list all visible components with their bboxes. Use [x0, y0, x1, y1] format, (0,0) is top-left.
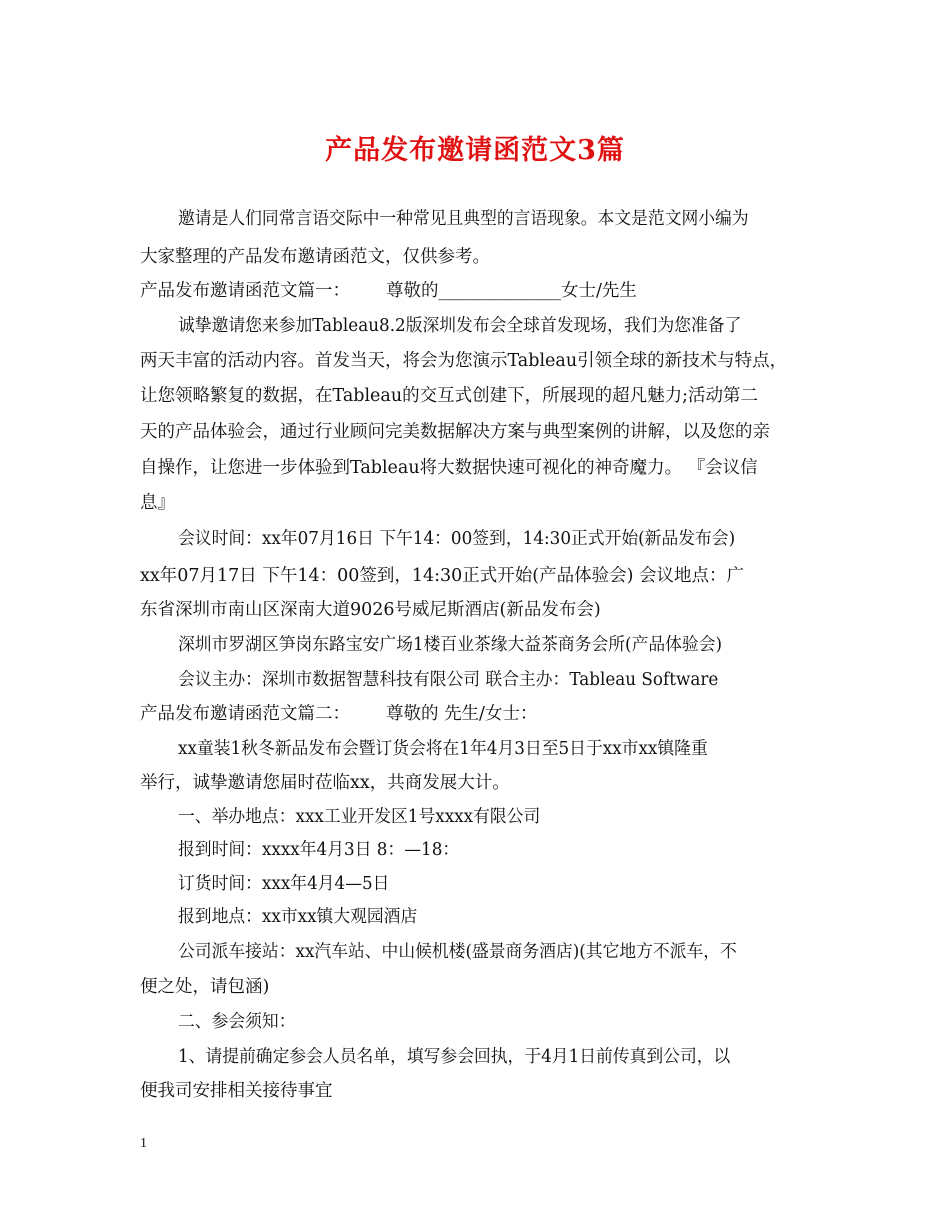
paragraph-line: 一、举办地点：xxx工业开发区1号xxxx有限公司 — [178, 807, 541, 827]
paragraph-line: 邀请是人们同常言语交际中一种常见且典型的言语现象。本文是范文网小编为 — [178, 209, 749, 229]
paragraph-line: xx童装1秋冬新品发布会暨订货会将在1年4月3日至5日于xx市xx镇隆重 — [178, 739, 708, 759]
section-heading: 产品发布邀请函范文篇一： — [140, 281, 350, 301]
paragraph-line: 深圳市罗湖区笋岗东路宝安广场1楼百业茶缘大益茶商务会所(产品体验会) — [178, 635, 723, 655]
paragraph-line: 天的产品体验会，通过行业顾问完美数据解决方案与典型案例的讲解，以及您的亲 — [140, 422, 770, 442]
paragraph-line: 便我司安排相关接待事宜 — [140, 1081, 333, 1101]
paragraph-line: 大家整理的产品发布邀请函范文，仅供参考。 — [140, 247, 490, 267]
paragraph-line: 诚挚邀请您来参加Tableau8.2版深圳发布会全球首发现场，我们为您准备了 — [178, 316, 742, 336]
salutation: 尊敬的______________女士/先生 — [386, 281, 637, 301]
section-heading: 产品发布邀请函范文篇二： — [140, 704, 350, 724]
paragraph-line: 举行，诚挚邀请您届时莅临xx，共商发展大计。 — [140, 773, 510, 793]
paragraph-line: 让您领略繁复的数据，在Tableau的交互式创建下，所展现的超凡魅力;活动第二 — [140, 386, 759, 406]
paragraph-line: xx年07月17日 下午14：00签到，14:30正式开始(产品体验会) 会议地点：广 — [140, 566, 745, 586]
paragraph-line: 东省深圳市南山区深南大道9026号威尼斯酒店(新品发布会) — [140, 600, 601, 620]
salutation: 尊敬的 先生/女士： — [386, 704, 538, 724]
paragraph-line: 会议主办：深圳市数据智慧科技有限公司 联合主办：Tableau Software — [178, 670, 719, 690]
paragraph-line: 便之处，请包涵) — [140, 977, 270, 997]
paragraph-line: 两天丰富的活动内容。首发当天，将会为您演示Tableau引领全球的新技术与特点， — [140, 351, 788, 371]
page-title: 产品发布邀请函范文3篇 — [325, 135, 625, 166]
paragraph-line: 息』 — [140, 493, 175, 513]
paragraph-line: 会议时间：xx年07月16日 下午14：00签到，14:30正式开始(新品发布会) — [178, 529, 736, 549]
section-heading-line — [140, 279, 820, 303]
paragraph-line: 自操作，让您进一步体验到Tableau将大数据快速可视化的神奇魔力。 『会议信 — [140, 458, 758, 478]
paragraph-line: 二、参会须知： — [178, 1012, 296, 1032]
section-heading-line — [140, 702, 820, 726]
paragraph-line: 报到时间：xxxx年4月3日 8：—18： — [178, 840, 460, 860]
paragraph-line: 1、请提前确定参会人员名单，填写参会回执，于4月1日前传真到公司，以 — [178, 1047, 731, 1067]
paragraph-line: 公司派车接站：xx汽车站、中山候机楼(盛景商务酒店)(其它地方不派车，不 — [178, 942, 737, 962]
paragraph-line: 报到地点：xx市xx镇大观园酒店 — [178, 907, 418, 927]
paragraph-line: 订货时间：xxx年4月4—5日 — [178, 874, 390, 894]
page-number: 1 — [140, 1136, 147, 1151]
